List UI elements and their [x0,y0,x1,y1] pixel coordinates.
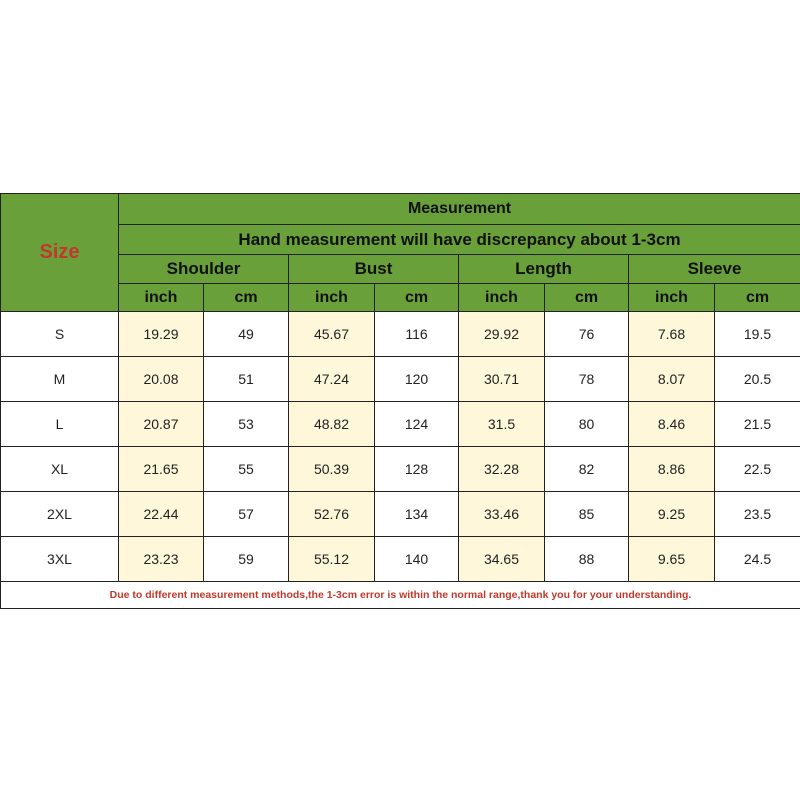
sleeve-cm-cell: 22.5 [715,447,800,492]
sleeve-cm-cell: 24.5 [715,537,800,582]
bust-cm-cell: 134 [375,492,459,537]
size-cell: M [1,357,119,402]
sleeve-inch-cell: 8.86 [629,447,715,492]
group-header-shoulder: Shoulder [119,255,289,284]
length-cm-cell: 85 [545,492,629,537]
shoulder-inch-cell: 23.23 [119,537,204,582]
size-cell: L [1,402,119,447]
length-inch-cell: 29.92 [459,312,545,357]
table-row [1,447,800,492]
table-row [1,402,800,447]
sleeve-inch-cell: 8.07 [629,357,715,402]
unit-header: inch [629,284,715,312]
unit-header: inch [119,284,204,312]
group-header-bust: Bust [289,255,459,284]
shoulder-inch-cell: 21.65 [119,447,204,492]
shoulder-inch-cell: 20.08 [119,357,204,402]
bust-inch-cell: 52.76 [289,492,375,537]
sleeve-inch-cell: 9.25 [629,492,715,537]
bust-inch-cell: 48.82 [289,402,375,447]
group-header-length: Length [459,255,629,284]
shoulder-cm-cell: 55 [204,447,289,492]
table-row [1,357,800,402]
bust-cm-cell: 120 [375,357,459,402]
bust-inch-cell: 47.24 [289,357,375,402]
footnote: Due to different measurement methods,the 1-3cm error is within the normal range,thank you for your understanding. [1,582,800,609]
bust-inch-cell: 55.12 [289,537,375,582]
sleeve-cm-cell: 20.5 [715,357,800,402]
size-cell: 2XL [1,492,119,537]
unit-header: cm [715,284,800,312]
sleeve-inch-cell: 9.65 [629,537,715,582]
size-cell: 3XL [1,537,119,582]
table-row [1,312,800,357]
table-title: Measurement [119,194,800,225]
unit-header: cm [375,284,459,312]
shoulder-cm-cell: 59 [204,537,289,582]
group-header-sleeve: Sleeve [629,255,800,284]
bust-cm-cell: 128 [375,447,459,492]
sleeve-cm-cell: 23.5 [715,492,800,537]
length-inch-cell: 32.28 [459,447,545,492]
sleeve-inch-cell: 7.68 [629,312,715,357]
unit-header: inch [289,284,375,312]
size-cell: S [1,312,119,357]
shoulder-cm-cell: 57 [204,492,289,537]
length-inch-cell: 30.71 [459,357,545,402]
bust-cm-cell: 140 [375,537,459,582]
unit-header: cm [545,284,629,312]
length-inch-cell: 33.46 [459,492,545,537]
length-inch-cell: 34.65 [459,537,545,582]
sleeve-inch-cell: 8.46 [629,402,715,447]
shoulder-inch-cell: 22.44 [119,492,204,537]
bust-inch-cell: 45.67 [289,312,375,357]
table-row [1,537,800,582]
shoulder-cm-cell: 51 [204,357,289,402]
length-inch-cell: 31.5 [459,402,545,447]
shoulder-cm-cell: 49 [204,312,289,357]
sleeve-cm-cell: 19.5 [715,312,800,357]
sleeve-cm-cell: 21.5 [715,402,800,447]
unit-header: inch [459,284,545,312]
bust-cm-cell: 116 [375,312,459,357]
length-cm-cell: 80 [545,402,629,447]
shoulder-cm-cell: 53 [204,402,289,447]
size-chart-table [0,193,800,609]
length-cm-cell: 76 [545,312,629,357]
table-row [1,492,800,537]
unit-header: cm [204,284,289,312]
table-subtitle: Hand measurement will have discrepancy about 1-3cm [119,225,800,255]
size-column-header: Size [1,194,119,312]
bust-inch-cell: 50.39 [289,447,375,492]
shoulder-inch-cell: 20.87 [119,402,204,447]
size-cell: XL [1,447,119,492]
bust-cm-cell: 124 [375,402,459,447]
shoulder-inch-cell: 19.29 [119,312,204,357]
length-cm-cell: 78 [545,357,629,402]
length-cm-cell: 82 [545,447,629,492]
length-cm-cell: 88 [545,537,629,582]
